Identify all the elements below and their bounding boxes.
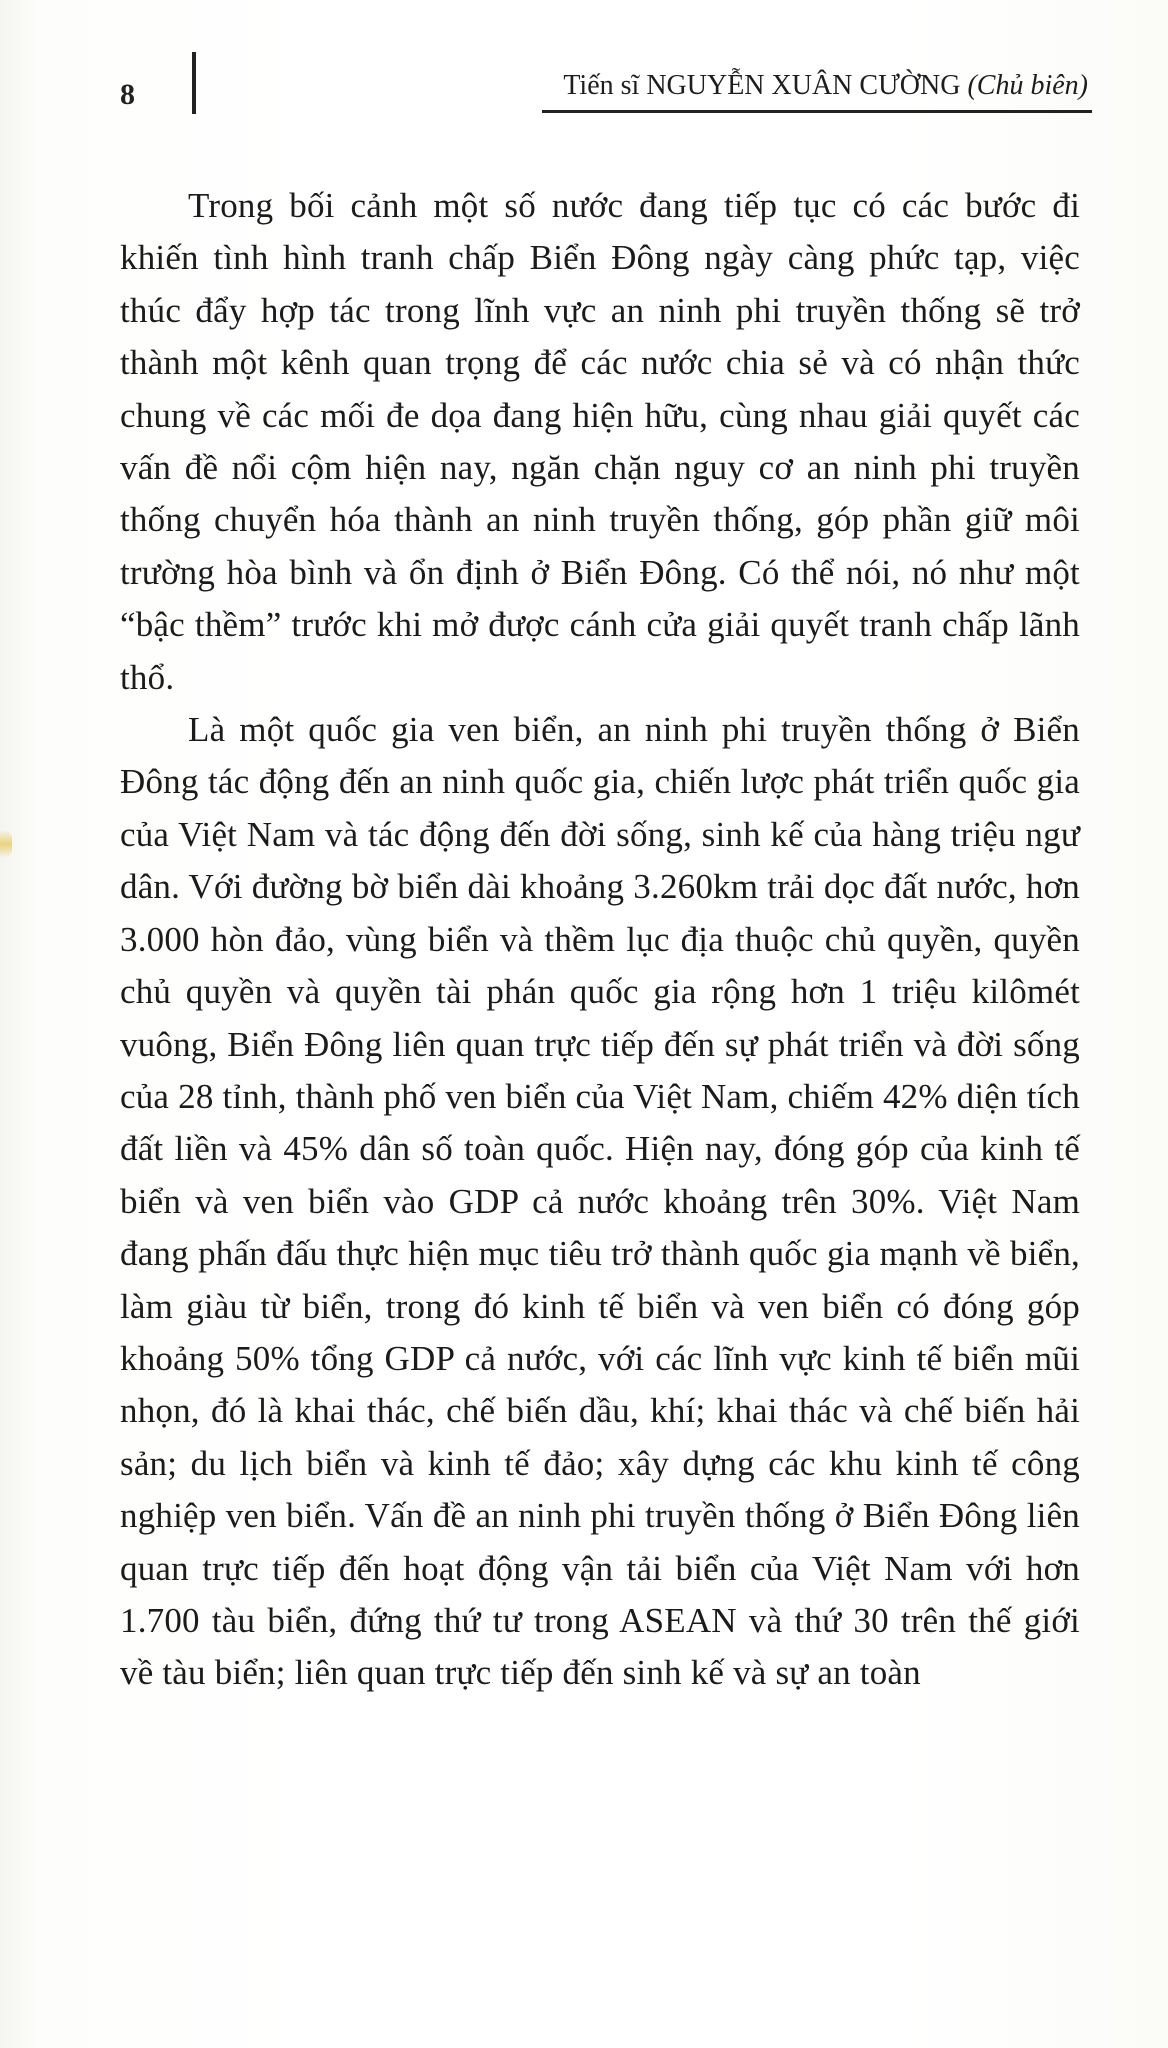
running-head <box>563 70 1088 102</box>
header-horizontal-rule <box>542 110 1092 113</box>
page-edge-mark <box>0 830 12 858</box>
page-header <box>108 48 1088 118</box>
header-vertical-rule <box>192 52 196 114</box>
body-text <box>120 180 1080 1700</box>
paragraph-1: Trong bối cảnh một số nước đang tiếp tục có các bước đi khiến tình hình tranh chấp Biển Đông ngày càng phức tạp, việc thúc đẩy hợp tác trong lĩnh vực an ninh phi truyền thống sẽ trở thành một kênh quan trọng để các nước chia sẻ và có nhận thức chung về các mối đe dọa đang hiện hữu, cùng nhau giải quyết các vấn đề nổi cộm hiện nay, ngăn chặn nguy cơ an ninh phi truyền thống chuyển hóa thành an ninh truyền thống, góp phần giữ môi trường hòa bình và ổn định ở Biển Đông. Có thể nói, nó như một “bậc thềm” trước khi mở được cánh cửa giải quyết tranh chấp lãnh thổ. <box>120 186 1080 697</box>
running-head-role: (Chủ biên) <box>967 70 1088 101</box>
paragraph-2: Là một quốc gia ven biển, an ninh phi truyền thống ở Biển Đông tác động đến an ninh quốc gia, chiến lược phát triển quốc gia của Việt Nam và tác động đến đời sống, sinh kế của hàng triệu ngư dân. Với đường bờ biển dài khoảng 3.260km trải dọc đất nước, hơn 3.000 hòn đảo, vùng biển và thềm lục địa thuộc chủ quyền, quyền chủ quyền và quyền tài phán quốc gia rộng hơn 1 triệu kilômét vuông, Biển Đông liên quan trực tiếp đến sự phát triển và đời sống của 28 tỉnh, thành phố ven biển của Việt Nam, chiếm 42% diện tích đất liền và 45% dân số toàn quốc. Hiện nay, đóng góp của kinh tế biển và ven biển vào GDP cả nước khoảng trên 30%. Việt Nam đang phấn đấu thực hiện mục tiêu trở thành quốc gia mạnh về biển, làm giàu từ biển, trong đó kinh tế biển và ven biển có đóng góp khoảng 50% tổng GDP cả nước, với các lĩnh vực kinh tế biển mũi nhọn, đó là khai thác, chế biến dầu, khí; khai thác và chế biến hải sản; du lịch biển và kinh tế đảo; xây dựng các khu kinh tế công nghiệp ven biển. Vấn đề an ninh phi truyền thống ở Biển Đông liên quan trực tiếp đến hoạt động vận tải biển của Việt Nam với hơn 1.700 tàu biển, đứng thứ tư trong ASEAN và thứ 30 trên thế giới về tàu biển; liên quan trực tiếp đến sinh kế và sự an toàn <box>120 710 1080 1693</box>
running-head-author: Tiến sĩ NGUYỄN XUÂN CƯỜNG <box>563 70 961 101</box>
page-number: 8 <box>120 78 135 111</box>
